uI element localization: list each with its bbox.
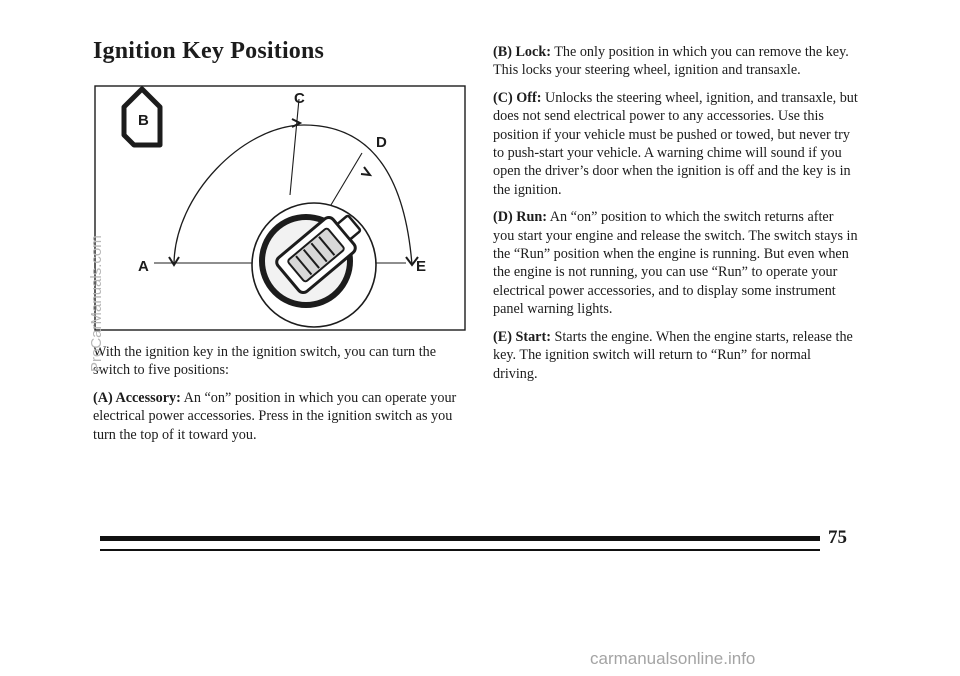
footer-rule-thin	[100, 549, 820, 551]
footer-rule-thick	[100, 536, 820, 541]
page-title: Ignition Key Positions	[93, 38, 325, 64]
intro-paragraph: With the ignition key in the ignition switch, you can turn the switch to five positions:	[93, 344, 437, 379]
position-text: The only position in which you can remove the key. This locks your steering wheel, ignition and transaxle.	[493, 44, 849, 79]
ignition-diagram-svg	[94, 85, 466, 331]
position-term: (C) Off:	[493, 89, 542, 106]
position-lock	[493, 43, 858, 80]
position-off	[493, 89, 858, 199]
side-watermark: ProCarManuals.com	[88, 235, 105, 372]
right-column	[493, 43, 858, 392]
position-accessory	[93, 389, 473, 444]
left-column	[93, 343, 473, 453]
label-a: A	[138, 258, 149, 275]
position-term: (B) Lock:	[493, 44, 551, 60]
position-text: An “on” position to which the switch returns after you start your engine and release the switch. The switch stays in the “Run” position when the engine is running. But even when the engine is not running, you can use “Run” to operate your electrical power accessories, and to display some instrument panel warning lights.	[493, 209, 858, 318]
label-e: E	[416, 258, 427, 275]
label-b: B	[138, 112, 149, 129]
ignition-diagram	[94, 85, 466, 331]
position-term: (E) Start:	[493, 328, 551, 345]
label-d: D	[376, 134, 387, 151]
position-run	[493, 208, 858, 318]
position-term: (D) Run:	[493, 209, 547, 226]
bottom-watermark: carmanualsonline.info	[590, 649, 756, 668]
position-term: (A) Accessory:	[93, 389, 181, 406]
position-text: An “on” position in which you can operate your electrical power accessories. Press in the ignition switch as you turn the top of it toward you.	[93, 389, 457, 443]
position-text: Starts the engine. When the engine starts, release the key. The ignition switch will return to “Run” for normal driving.	[493, 328, 853, 382]
label-c: C	[294, 90, 305, 107]
page-number: 75	[828, 527, 847, 548]
position-text: Unlocks the steering wheel, ignition, and transaxle, but does not send electrical power to any accessories. Use this position if your vehicle must be pushed or towed, but never try to push-start your vehicle. A warning chime will sound if you open the driver’s door when the ignition is off and the key is in the ignition.	[493, 89, 858, 198]
position-start	[493, 328, 858, 383]
